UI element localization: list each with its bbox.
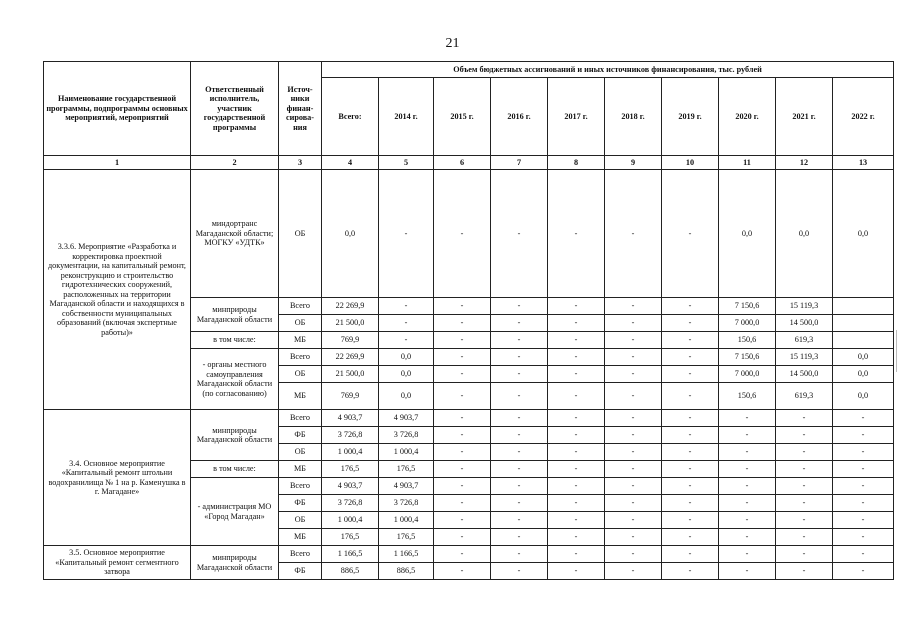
value-cell: - — [719, 427, 776, 444]
value-cell: - — [605, 298, 662, 315]
source-cell: Всего — [279, 349, 322, 366]
value-cell: 769,9 — [322, 383, 379, 410]
value-cell: 14 500,0 — [776, 366, 833, 383]
header-year-cell: 2022 г. — [833, 78, 894, 156]
value-cell: - — [776, 444, 833, 461]
value-cell: - — [491, 495, 548, 512]
value-cell: 7 000,0 — [719, 366, 776, 383]
source-cell: ОБ — [279, 512, 322, 529]
executor-cell: минприроды Магаданской области — [191, 546, 279, 580]
header-name-cell: Наименование государственной программы, подпрограммы основных мероприятий, мероприятий — [44, 62, 191, 156]
source-cell: Всего — [279, 298, 322, 315]
header-year-cell: 2021 г. — [776, 78, 833, 156]
value-cell: - — [605, 332, 662, 349]
value-cell: 15 119,3 — [776, 298, 833, 315]
value-cell: - — [434, 366, 491, 383]
page-number: 21 — [445, 36, 460, 51]
value-cell: 21 500,0 — [322, 315, 379, 332]
value-cell: - — [548, 170, 605, 298]
value-cell: - — [833, 427, 894, 444]
column-number: 5 — [379, 156, 434, 170]
value-cell: - — [776, 546, 833, 563]
value-cell: 886,5 — [322, 563, 379, 580]
value-cell: 176,5 — [322, 529, 379, 546]
value-cell: - — [434, 427, 491, 444]
value-cell: 22 269,9 — [322, 349, 379, 366]
value-cell: - — [548, 444, 605, 461]
measure-name-3-5: 3.5. Основное мероприятие «Капитальный ремонт сегментного затвора — [44, 546, 191, 580]
header-year-cell: 2020 г. — [719, 78, 776, 156]
executor-cell: минприроды Магаданской области — [191, 298, 279, 332]
column-number: 11 — [719, 156, 776, 170]
column-number: 7 — [491, 156, 548, 170]
value-cell: - — [719, 444, 776, 461]
value-cell: - — [605, 495, 662, 512]
value-cell: - — [662, 461, 719, 478]
measure-name-3-4: 3.4. Основное мероприятие «Капитальный ремонт штольни водохранилища № 1 на р. Каменушка в г. Магадане» — [44, 410, 191, 546]
value-cell: - — [833, 478, 894, 495]
value-cell: 15 119,3 — [776, 349, 833, 366]
value-cell: - — [491, 315, 548, 332]
value-cell: - — [605, 529, 662, 546]
header-year-cell: 2019 г. — [662, 78, 719, 156]
value-cell — [833, 332, 894, 349]
value-cell: - — [434, 315, 491, 332]
value-cell: - — [605, 461, 662, 478]
value-cell: - — [719, 461, 776, 478]
column-number: 1 — [44, 156, 191, 170]
value-cell: - — [434, 349, 491, 366]
source-cell: МБ — [279, 461, 322, 478]
value-cell: - — [379, 332, 434, 349]
value-cell: - — [833, 512, 894, 529]
value-cell: - — [548, 366, 605, 383]
value-cell: - — [491, 410, 548, 427]
value-cell: 769,9 — [322, 332, 379, 349]
value-cell: - — [662, 315, 719, 332]
value-cell: - — [776, 529, 833, 546]
value-cell: - — [605, 512, 662, 529]
source-cell: Всего — [279, 478, 322, 495]
value-cell: - — [434, 512, 491, 529]
column-number: 9 — [605, 156, 662, 170]
value-cell: - — [491, 478, 548, 495]
value-cell: - — [548, 410, 605, 427]
source-cell: МБ — [279, 332, 322, 349]
value-cell: - — [776, 563, 833, 580]
value-cell: - — [548, 427, 605, 444]
value-cell: 150,6 — [719, 332, 776, 349]
header-total-cell: Всего: — [322, 78, 379, 156]
executor-cell: - администрация МО «Город Магадан» — [191, 478, 279, 546]
value-cell: - — [662, 546, 719, 563]
value-cell: - — [491, 170, 548, 298]
value-cell: - — [605, 366, 662, 383]
value-cell: 0,0 — [379, 349, 434, 366]
value-cell: - — [491, 529, 548, 546]
scan-artifact — [896, 330, 897, 372]
value-cell: 0,0 — [379, 366, 434, 383]
value-cell: - — [491, 563, 548, 580]
executor-subheading: в том числе: — [191, 332, 279, 349]
value-cell: - — [662, 332, 719, 349]
value-cell: - — [833, 495, 894, 512]
table-row — [44, 410, 894, 427]
value-cell: - — [548, 383, 605, 410]
value-cell: - — [719, 546, 776, 563]
value-cell: - — [434, 546, 491, 563]
value-cell: - — [662, 529, 719, 546]
source-cell: Всего — [279, 410, 322, 427]
header-source-cell: Источ-ники финан-сирова-ния — [279, 62, 322, 156]
value-cell: 1 166,5 — [379, 546, 434, 563]
value-cell: 7 000,0 — [719, 315, 776, 332]
column-number: 13 — [833, 156, 894, 170]
value-cell: - — [491, 383, 548, 410]
source-cell: Всего — [279, 546, 322, 563]
value-cell: 1 000,4 — [322, 512, 379, 529]
header-year-cell: 2016 г. — [491, 78, 548, 156]
value-cell: - — [605, 546, 662, 563]
source-cell: ОБ — [279, 170, 322, 298]
value-cell: 21 500,0 — [322, 366, 379, 383]
value-cell: - — [719, 563, 776, 580]
column-number: 6 — [434, 156, 491, 170]
value-cell: - — [719, 529, 776, 546]
value-cell: - — [548, 332, 605, 349]
value-cell: - — [605, 478, 662, 495]
header-year-cell: 2015 г. — [434, 78, 491, 156]
source-cell: ФБ — [279, 427, 322, 444]
measure-name-3-3-6: 3.3.6. Мероприятие «Разработка и корректировка проектной документации, на капитальный ремонт, реконструкцию и строительство гидротехнических сооружений, расположенных на территории Магаданской области и находящихся в собственности муниципальных образований (включая экспертные работы)» — [44, 170, 191, 410]
source-cell: ОБ — [279, 315, 322, 332]
value-cell: 0,0 — [833, 366, 894, 383]
value-cell: - — [605, 349, 662, 366]
value-cell: 150,6 — [719, 383, 776, 410]
value-cell: 0,0 — [833, 383, 894, 410]
value-cell: - — [662, 444, 719, 461]
value-cell: - — [719, 478, 776, 495]
value-cell: 14 500,0 — [776, 315, 833, 332]
value-cell: 4 903,7 — [322, 410, 379, 427]
value-cell: - — [662, 383, 719, 410]
value-cell: 176,5 — [379, 529, 434, 546]
value-cell: - — [605, 427, 662, 444]
column-number: 4 — [322, 156, 379, 170]
value-cell: 619,3 — [776, 332, 833, 349]
executor-cell: - органы местного самоуправления Магаданской области (по согласованию) — [191, 349, 279, 410]
value-cell: 4 903,7 — [379, 478, 434, 495]
value-cell: - — [548, 495, 605, 512]
value-cell: - — [491, 427, 548, 444]
value-cell: - — [548, 563, 605, 580]
value-cell: - — [833, 461, 894, 478]
value-cell: 7 150,6 — [719, 298, 776, 315]
value-cell: - — [776, 478, 833, 495]
value-cell: 1 166,5 — [322, 546, 379, 563]
value-cell: - — [662, 366, 719, 383]
value-cell: - — [833, 410, 894, 427]
value-cell: 0,0 — [322, 170, 379, 298]
value-cell: - — [833, 529, 894, 546]
column-number: 12 — [776, 156, 833, 170]
value-cell: - — [434, 170, 491, 298]
column-number: 2 — [191, 156, 279, 170]
value-cell: - — [662, 495, 719, 512]
value-cell: - — [776, 512, 833, 529]
source-cell: ФБ — [279, 563, 322, 580]
value-cell: - — [662, 512, 719, 529]
executor-subheading: в том числе: — [191, 461, 279, 478]
value-cell: - — [491, 349, 548, 366]
value-cell: 3 726,8 — [379, 495, 434, 512]
value-cell: - — [434, 563, 491, 580]
value-cell: - — [662, 349, 719, 366]
value-cell: - — [491, 366, 548, 383]
funding-table — [43, 61, 894, 580]
header-year-cell: 2014 г. — [379, 78, 434, 156]
column-number: 10 — [662, 156, 719, 170]
value-cell: - — [548, 512, 605, 529]
value-cell: - — [833, 546, 894, 563]
value-cell: - — [605, 444, 662, 461]
value-cell: - — [662, 478, 719, 495]
value-cell: - — [662, 563, 719, 580]
value-cell: 0,0 — [776, 170, 833, 298]
value-cell: 22 269,9 — [322, 298, 379, 315]
value-cell: - — [434, 478, 491, 495]
value-cell: - — [605, 383, 662, 410]
value-cell: 0,0 — [833, 349, 894, 366]
value-cell: - — [719, 512, 776, 529]
value-cell: - — [491, 546, 548, 563]
value-cell: - — [548, 546, 605, 563]
value-cell: - — [548, 478, 605, 495]
header-executor-cell: Ответственный исполнитель, участник государственной программы — [191, 62, 279, 156]
source-cell: ФБ — [279, 495, 322, 512]
value-cell: - — [605, 563, 662, 580]
value-cell: - — [379, 170, 434, 298]
value-cell: 1 000,4 — [379, 444, 434, 461]
value-cell: - — [776, 427, 833, 444]
value-cell: - — [605, 410, 662, 427]
value-cell: 4 903,7 — [322, 478, 379, 495]
header-row-1 — [44, 62, 894, 78]
value-cell: - — [662, 298, 719, 315]
value-cell: - — [776, 495, 833, 512]
value-cell: 619,3 — [776, 383, 833, 410]
value-cell: - — [491, 461, 548, 478]
value-cell: 1 000,4 — [322, 444, 379, 461]
value-cell: - — [491, 512, 548, 529]
value-cell: - — [662, 427, 719, 444]
value-cell: - — [434, 410, 491, 427]
value-cell — [833, 315, 894, 332]
value-cell: 176,5 — [322, 461, 379, 478]
value-cell: 0,0 — [833, 170, 894, 298]
value-cell: - — [548, 349, 605, 366]
value-cell: - — [719, 495, 776, 512]
value-cell: - — [491, 332, 548, 349]
value-cell: - — [662, 170, 719, 298]
value-cell: - — [548, 461, 605, 478]
value-cell: - — [548, 298, 605, 315]
value-cell: 4 903,7 — [379, 410, 434, 427]
value-cell: - — [491, 298, 548, 315]
source-cell: МБ — [279, 529, 322, 546]
value-cell: - — [434, 461, 491, 478]
value-cell: - — [605, 315, 662, 332]
source-cell: ОБ — [279, 366, 322, 383]
value-cell: 886,5 — [379, 563, 434, 580]
header-year-cell: 2018 г. — [605, 78, 662, 156]
source-cell: ОБ — [279, 444, 322, 461]
value-cell: 176,5 — [379, 461, 434, 478]
value-cell: - — [434, 495, 491, 512]
value-cell: - — [491, 444, 548, 461]
value-cell: - — [662, 410, 719, 427]
value-cell: - — [434, 332, 491, 349]
value-cell: - — [379, 298, 434, 315]
value-cell — [833, 298, 894, 315]
header-volume-cell: Объем бюджетных ассигнований и иных источников финансирования, тыс. рублей — [322, 62, 894, 78]
header-year-cell: 2017 г. — [548, 78, 605, 156]
value-cell: - — [434, 444, 491, 461]
value-cell: - — [719, 410, 776, 427]
executor-cell: минприроды Магаданской области — [191, 410, 279, 461]
executor-cell: миндортранс Магаданской области; МОГКУ «УДТК» — [191, 170, 279, 298]
value-cell: - — [434, 383, 491, 410]
table-row — [44, 546, 894, 563]
value-cell: - — [434, 298, 491, 315]
value-cell: - — [833, 563, 894, 580]
value-cell: 7 150,6 — [719, 349, 776, 366]
value-cell: 3 726,8 — [322, 427, 379, 444]
column-number: 3 — [279, 156, 322, 170]
value-cell: - — [548, 529, 605, 546]
value-cell: - — [548, 315, 605, 332]
value-cell: - — [776, 410, 833, 427]
value-cell: 1 000,4 — [379, 512, 434, 529]
value-cell: - — [434, 529, 491, 546]
value-cell: - — [379, 315, 434, 332]
value-cell: 3 726,8 — [379, 427, 434, 444]
column-number-row — [44, 156, 894, 170]
value-cell: - — [833, 444, 894, 461]
value-cell: - — [605, 170, 662, 298]
value-cell: 3 726,8 — [322, 495, 379, 512]
table-row — [44, 170, 894, 298]
source-cell: МБ — [279, 383, 322, 410]
value-cell: 0,0 — [719, 170, 776, 298]
value-cell: - — [776, 461, 833, 478]
column-number: 8 — [548, 156, 605, 170]
value-cell: 0,0 — [379, 383, 434, 410]
